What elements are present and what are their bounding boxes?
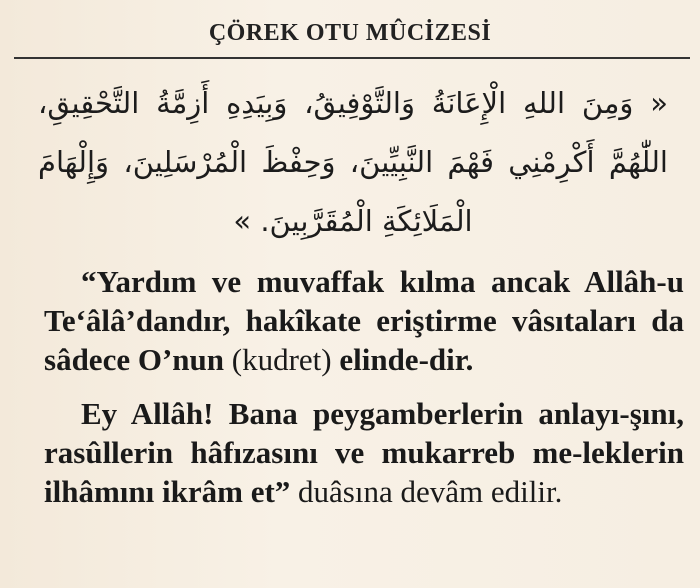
translation-paragraph-1 (44, 262, 684, 379)
paragraph-2-bold-text: Ey Allâh! Bana peygamberlerin anlayı-şını, rasûllerin hâfızasını ve mukarreb me-leklerin ilhâmını ikrâm et” (44, 396, 684, 509)
paragraph-1-bold-text: “Yardım ve muvaffak kılma ancak Allâh-u Te‘âlâ’dandır, hakîkate eriştirme vâsıtaları da sâdece O’nun (44, 264, 684, 377)
page-header-title: ÇÖREK OTU MÛCİZESİ (208, 20, 492, 46)
paragraph-2-normal-text: duâsına devâm edilir. (290, 474, 563, 509)
arabic-prayer-text: « وَمِنَ اللهِ الْإِعَانَةُ وَالتَّوْفِيقُ، وَبِيَدِهِ أَزِمَّةُ التَّحْقِيقِ، اللّٰهُمَّ أَكْرِمْنِي فَهْمَ النَّبِيِّينَ، وَحِفْظَ الْمُرْسَلِينَ، وَإِلْهَامَ الْمَلَائِكَةِ الْمُقَرَّبِينَ. » (38, 86, 668, 238)
paragraph-1-bold-end: elinde-dir. (339, 342, 474, 377)
paragraph-1-normal-text: (kudret) (224, 342, 340, 377)
turkish-translation (44, 262, 684, 511)
header-rule (14, 57, 690, 59)
translation-paragraph-2 (44, 394, 684, 511)
